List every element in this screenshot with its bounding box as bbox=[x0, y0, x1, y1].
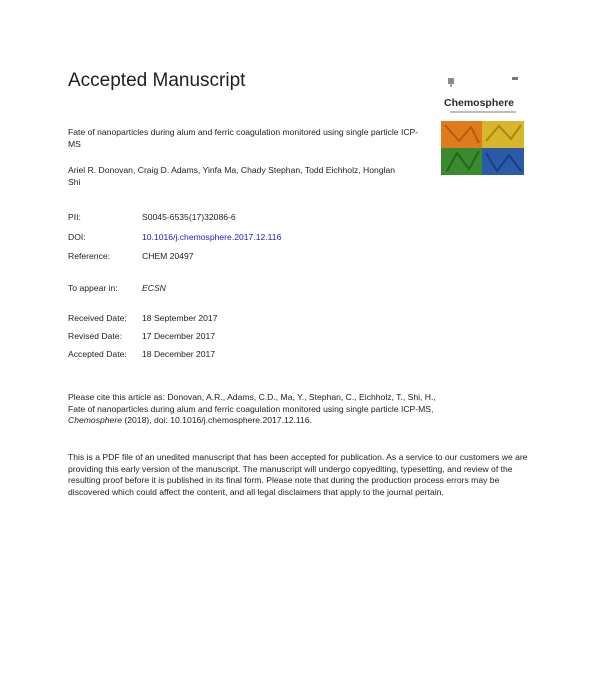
journal-logo-underline bbox=[450, 111, 516, 113]
citation-journal: Chemosphere bbox=[68, 415, 122, 426]
revised-date-value: 17 December 2017 bbox=[142, 331, 216, 341]
page-title: Accepted Manuscript bbox=[68, 70, 246, 91]
doi-label: DOI: bbox=[68, 232, 86, 242]
received-date-value: 18 September 2017 bbox=[142, 313, 218, 323]
citation-line-2: Fate of nanoparticles during alum and ferric coagulation monitored using single particle ICP-MS, bbox=[68, 403, 434, 414]
pii-value: S0045-6535(17)32086-6 bbox=[142, 212, 236, 222]
journal-logo: Chemosphere bbox=[444, 97, 515, 109]
accepted-date-value: 18 December 2017 bbox=[142, 349, 216, 359]
reference-label: Reference: bbox=[68, 251, 111, 261]
accepted-date-label: Accepted Date: bbox=[68, 349, 127, 359]
appear-label: To appear in: bbox=[68, 283, 118, 293]
elsevier-tree-icon bbox=[447, 78, 455, 87]
journal-cover-image bbox=[441, 121, 524, 175]
citation-line-1: Please cite this article as: Donovan, A.R., Adams, C.D., Ma, Y., Stephan, C., Eichholz, T., Shi, H., bbox=[68, 392, 436, 402]
received-date-label: Received Date: bbox=[68, 313, 127, 323]
citation-paragraph bbox=[68, 392, 528, 427]
citation-doi: (2018), doi: 10.1016/j.chemosphere.2017.12.116. bbox=[121, 415, 312, 426]
reference-value: CHEM 20497 bbox=[142, 251, 194, 261]
notice-paragraph: This is a PDF file of an unedited manuscript that has been accepted for publication. As a service to our customers we are providing this early version of the manuscript. The manuscript will undergo copyediting, typesetting, and review of the resulting proof before it is published in its final form. Please note that during the production process errors may be discovered which could affect the content, and all legal disclaimers that apply to the journal pertain. bbox=[68, 452, 528, 497]
citation-line-3 bbox=[68, 415, 528, 427]
appear-value: ECSN bbox=[142, 283, 166, 293]
logo-mark-icon bbox=[512, 77, 518, 80]
revised-date-label: Revised Date: bbox=[68, 331, 122, 341]
article-authors: Ariel R. Donovan, Craig D. Adams, Yinfa Ma, Chady Stephan, Todd Eichholz, Honglan Shi bbox=[68, 165, 396, 187]
article-title: Fate of nanoparticles during alum and ferric coagulation monitored using single particle ICP-MS bbox=[68, 127, 419, 149]
pii-label: PII: bbox=[68, 212, 81, 222]
doi-link[interactable]: 10.1016/j.chemosphere.2017.12.116 bbox=[142, 232, 282, 242]
